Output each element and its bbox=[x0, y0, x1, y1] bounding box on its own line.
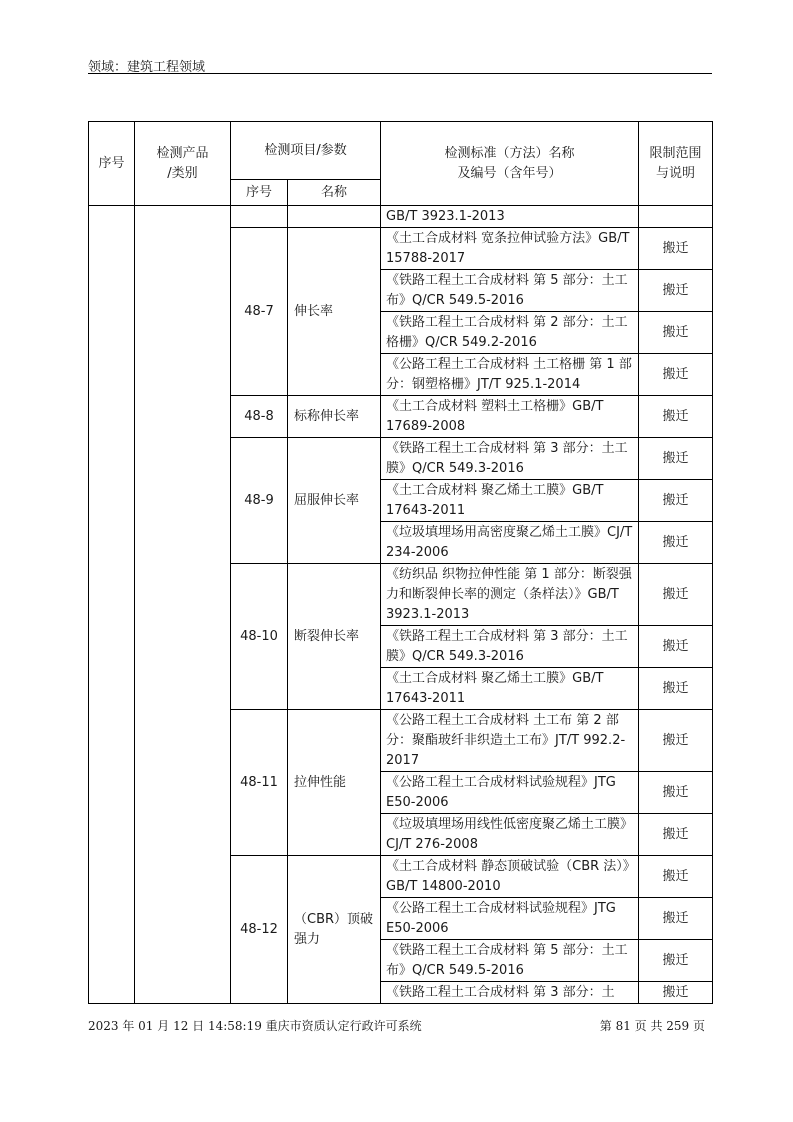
group-seq-cell: 48-12 bbox=[231, 856, 288, 1004]
limit-cell: 搬迁 bbox=[639, 438, 713, 480]
limit-cell: 搬迁 bbox=[639, 940, 713, 982]
group-name-cell: 拉伸性能 bbox=[288, 710, 381, 856]
limit-cell: 搬迁 bbox=[639, 228, 713, 270]
limit-cell: 搬迁 bbox=[639, 480, 713, 522]
group-name-cell: （CBR）顶破强力 bbox=[288, 856, 381, 1004]
footer-page-number: 第 81 页 共 259 页 bbox=[599, 1019, 705, 1033]
group-name-cell: 伸长率 bbox=[288, 228, 381, 396]
group-seq-cell: 48-7 bbox=[231, 228, 288, 396]
table-row bbox=[89, 206, 713, 228]
col-category-header: 检测产品 /类别 bbox=[135, 122, 231, 206]
standard-cell: 《垃圾填埋场用高密度聚乙烯土工膜》CJ/T 234-2006 bbox=[381, 522, 639, 564]
col-item-param-header: 检测项目/参数 bbox=[231, 122, 381, 180]
limit-cell: 搬迁 bbox=[639, 354, 713, 396]
standard-cell: 《纺织品 织物拉伸性能 第 1 部分：断裂强力和断裂伸长率的测定（条样法）》GB/T 3923.1-2013 bbox=[381, 564, 639, 626]
footer-timestamp: 2023 年 01 月 12 日 14:58:19 重庆市资质认定行政许可系统 bbox=[88, 1019, 422, 1033]
standard-cell: 《铁路工程土工合成材料 第 3 部分：土工膜》Q/CR 549.3-2016 bbox=[381, 626, 639, 668]
col-seq-header: 序号 bbox=[89, 122, 135, 206]
limit-cell: 搬迁 bbox=[639, 772, 713, 814]
limit-cell: 搬迁 bbox=[639, 270, 713, 312]
limit-cell: 搬迁 bbox=[639, 564, 713, 626]
standard-cell: 《公路工程土工合成材料试验规程》JTG E50-2006 bbox=[381, 772, 639, 814]
limit-cell: 搬迁 bbox=[639, 668, 713, 710]
group-seq-cell: 48-10 bbox=[231, 564, 288, 710]
standard-cell: 《土工合成材料 静态顶破试验（CBR 法）》GB/T 14800-2010 bbox=[381, 856, 639, 898]
standard-cell: 《土工合成材料 聚乙烯土工膜》GB/T 17643-2011 bbox=[381, 668, 639, 710]
col-limit-header: 限制范围 与说明 bbox=[639, 122, 713, 206]
limit-cell: 搬迁 bbox=[639, 312, 713, 354]
standard-cell: 《铁路工程土工合成材料 第 5 部分：土工布》Q/CR 549.5-2016 bbox=[381, 270, 639, 312]
group-seq-cell: 48-11 bbox=[231, 710, 288, 856]
standard-cell: 《土工合成材料 宽条拉伸试验方法》GB/T 15788-2017 bbox=[381, 228, 639, 270]
header-divider bbox=[88, 73, 712, 74]
standard-cell: GB/T 3923.1-2013 bbox=[381, 206, 639, 228]
domain-header: 领域：建筑工程领域 bbox=[88, 60, 206, 75]
limit-cell: 搬迁 bbox=[639, 856, 713, 898]
seq-cell bbox=[89, 206, 135, 1004]
standard-cell: 《公路工程土工合成材料试验规程》JTG E50-2006 bbox=[381, 898, 639, 940]
standard-cell: 《垃圾填埋场用线性低密度聚乙烯土工膜》CJ/T 276-2008 bbox=[381, 814, 639, 856]
group-seq-cell: 48-8 bbox=[231, 396, 288, 438]
standard-cell: 《铁路工程土工合成材料 第 5 部分：土工布》Q/CR 549.5-2016 bbox=[381, 940, 639, 982]
limit-cell: 搬迁 bbox=[639, 396, 713, 438]
standard-cell: 《公路工程土工合成材料 土工格栅 第 1 部分：钢塑格栅》JT/T 925.1-2014 bbox=[381, 354, 639, 396]
limit-cell bbox=[639, 206, 713, 228]
category-cell bbox=[135, 206, 231, 1004]
standard-cell: 《公路工程土工合成材料 土工布 第 2 部分：聚酯玻纤非织造土工布》JT/T 992.2-2017 bbox=[381, 710, 639, 772]
col-sub-name-header: 名称 bbox=[288, 180, 381, 206]
col-sub-seq-header: 序号 bbox=[231, 180, 288, 206]
standard-cell: 《铁路工程土工合成材料 第 3 部分：土工膜》Q/CR 549.3-2016 bbox=[381, 438, 639, 480]
limit-cell: 搬迁 bbox=[639, 626, 713, 668]
col-standard-header: 检测标准（方法）名称 及编号（含年号） bbox=[381, 122, 639, 206]
sub-name-cell bbox=[288, 206, 381, 228]
standard-cell: 《土工合成材料 聚乙烯土工膜》GB/T 17643-2011 bbox=[381, 480, 639, 522]
limit-cell: 搬迁 bbox=[639, 982, 713, 1004]
group-seq-cell: 48-9 bbox=[231, 438, 288, 564]
limit-cell: 搬迁 bbox=[639, 710, 713, 772]
standards-table bbox=[88, 121, 713, 1004]
limit-cell: 搬迁 bbox=[639, 814, 713, 856]
limit-cell: 搬迁 bbox=[639, 522, 713, 564]
group-name-cell: 屈服伸长率 bbox=[288, 438, 381, 564]
group-name-cell: 断裂伸长率 bbox=[288, 564, 381, 710]
limit-cell: 搬迁 bbox=[639, 898, 713, 940]
sub-seq-cell bbox=[231, 206, 288, 228]
standard-cell: 《铁路工程土工合成材料 第 3 部分：土 bbox=[381, 982, 639, 1004]
standard-cell: 《铁路工程土工合成材料 第 2 部分：土工格栅》Q/CR 549.2-2016 bbox=[381, 312, 639, 354]
group-name-cell: 标称伸长率 bbox=[288, 396, 381, 438]
standard-cell: 《土工合成材料 塑料土工格栅》GB/T 17689-2008 bbox=[381, 396, 639, 438]
